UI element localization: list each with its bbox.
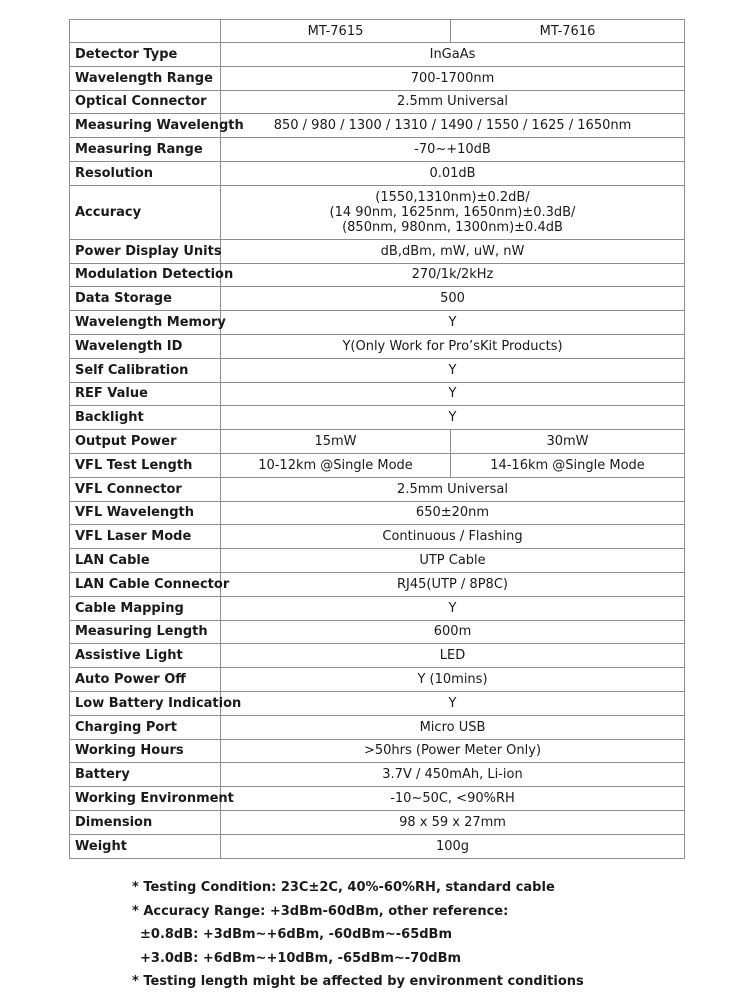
spec-label: Low Battery Indication	[70, 691, 221, 715]
spec-value: Y	[221, 596, 685, 620]
notes	[132, 876, 584, 994]
spec-label: Data Storage	[70, 287, 221, 311]
spec-row	[70, 810, 685, 834]
spec-label: VFL Laser Mode	[70, 525, 221, 549]
note-accuracy-range-high: +3.0dB: +6dBm~+10dBm, -65dBm~-70dBm	[140, 950, 462, 966]
spec-row	[70, 90, 685, 114]
spec-value: InGaAs	[221, 43, 685, 67]
spec-row	[70, 382, 685, 406]
spec-value-line: (14 90nm, 1625nm, 1650nm)±0.3dB/	[329, 204, 576, 220]
spec-value: -70~+10dB	[221, 138, 685, 162]
spec-row	[70, 691, 685, 715]
spec-label: VFL Wavelength	[70, 501, 221, 525]
spec-value: 100g	[221, 834, 685, 858]
spec-label: Assistive Light	[70, 644, 221, 668]
spec-value: Y(Only Work for Pro’sKit Products)	[221, 334, 685, 358]
spec-value-model-a: 15mW	[221, 430, 451, 454]
spec-value: -10~50C, <90%RH	[221, 787, 685, 811]
spec-value: Y	[221, 311, 685, 335]
note-testing-condition: * Testing Condition: 23C±2C, 40%-60%RH, standard cable	[132, 880, 555, 895]
spec-label: Working Environment	[70, 787, 221, 811]
spec-label: LAN Cable	[70, 549, 221, 573]
model-a-header: MT-7615	[221, 20, 451, 43]
spec-label: Weight	[70, 834, 221, 858]
spec-label: Resolution	[70, 161, 221, 185]
header-row	[70, 20, 685, 43]
spec-value: Y	[221, 382, 685, 406]
spec-value-model-b: 14-16km @Single Mode	[451, 453, 685, 477]
spec-row	[70, 406, 685, 430]
spec-row	[70, 287, 685, 311]
spec-row	[70, 596, 685, 620]
spec-value	[221, 185, 685, 239]
spec-value: 650±20nm	[221, 501, 685, 525]
model-b-header: MT-7616	[451, 20, 685, 43]
note-accuracy-range-low: ±0.8dB: +3dBm~+6dBm, -60dBm~-65dBm	[140, 927, 452, 942]
spec-label: Optical Connector	[70, 90, 221, 114]
spec-row	[70, 43, 685, 67]
spec-row	[70, 161, 685, 185]
spec-value: Y	[221, 358, 685, 382]
spec-label: Wavelength Range	[70, 66, 221, 90]
spec-row	[70, 763, 685, 787]
note-accuracy-range: * Accuracy Range: +3dBm-60dBm, other reference:	[132, 903, 509, 919]
spec-value: 500	[221, 287, 685, 311]
spec-label: Measuring Length	[70, 620, 221, 644]
spec-label: Power Display Units	[70, 239, 221, 263]
note-testing-length: * Testing length might be affected by environment conditions	[132, 974, 584, 989]
spec-value: >50hrs (Power Meter Only)	[221, 739, 685, 763]
spec-value: UTP Cable	[221, 549, 685, 573]
spec-value: RJ45(UTP / 8P8C)	[221, 572, 685, 596]
spec-row	[70, 430, 685, 454]
spec-row	[70, 138, 685, 162]
spec-label: REF Value	[70, 382, 221, 406]
spec-value-line: (1550,1310nm)±0.2dB/	[375, 189, 530, 205]
spec-row	[70, 358, 685, 382]
spec-row	[70, 311, 685, 335]
spec-label: Modulation Detection	[70, 263, 221, 287]
spec-row	[70, 185, 685, 239]
spec-row	[70, 739, 685, 763]
spec-label: Self Calibration	[70, 358, 221, 382]
spec-label: Accuracy	[70, 185, 221, 239]
spec-value: Y	[221, 406, 685, 430]
spec-label: Wavelength Memory	[70, 311, 221, 335]
spec-value: dB,dBm, mW, uW, nW	[221, 239, 685, 263]
spec-row	[70, 644, 685, 668]
spec-value-model-a: 10-12km @Single Mode	[221, 453, 451, 477]
spec-value: 98 x 59 x 27mm	[221, 810, 685, 834]
spec-row	[70, 834, 685, 858]
spec-row	[70, 572, 685, 596]
spec-label: Measuring Wavelength	[70, 114, 221, 138]
spec-label: Wavelength ID	[70, 334, 221, 358]
spec-row	[70, 787, 685, 811]
spec-value: Continuous / Flashing	[221, 525, 685, 549]
spec-value-model-b: 30mW	[451, 430, 685, 454]
spec-label: LAN Cable Connector	[70, 572, 221, 596]
spec-value: 700-1700nm	[221, 66, 685, 90]
spec-value: Micro USB	[221, 715, 685, 739]
spec-row	[70, 114, 685, 138]
spec-row	[70, 477, 685, 501]
spec-value: 850 / 980 / 1300 / 1310 / 1490 / 1550 / 1625 / 1650nm	[221, 114, 685, 138]
spec-label: Detector Type	[70, 43, 221, 67]
spec-label: VFL Test Length	[70, 453, 221, 477]
spec-value: 2.5mm Universal	[221, 90, 685, 114]
spec-value: 600m	[221, 620, 685, 644]
spec-label: Output Power	[70, 430, 221, 454]
spec-row	[70, 549, 685, 573]
spec-value: 270/1k/2kHz	[221, 263, 685, 287]
spec-label: Cable Mapping	[70, 596, 221, 620]
spec-row	[70, 334, 685, 358]
spec-label: Charging Port	[70, 715, 221, 739]
spec-row	[70, 66, 685, 90]
spec-table	[69, 19, 685, 859]
spec-row	[70, 620, 685, 644]
spec-value: 3.7V / 450mAh, Li-ion	[221, 763, 685, 787]
spec-label: Dimension	[70, 810, 221, 834]
spec-label: Battery	[70, 763, 221, 787]
spec-value-line: (850nm, 980nm, 1300nm)±0.4dB	[342, 219, 563, 235]
spec-row	[70, 453, 685, 477]
spec-label: Measuring Range	[70, 138, 221, 162]
spec-row	[70, 715, 685, 739]
spec-label: Working Hours	[70, 739, 221, 763]
spec-row	[70, 668, 685, 692]
spec-value: 2.5mm Universal	[221, 477, 685, 501]
spec-label: Backlight	[70, 406, 221, 430]
spec-value: Y	[221, 691, 685, 715]
spec-row	[70, 263, 685, 287]
spec-row	[70, 501, 685, 525]
spec-row	[70, 525, 685, 549]
spec-label: Auto Power Off	[70, 668, 221, 692]
spec-value: LED	[221, 644, 685, 668]
spec-label: VFL Connector	[70, 477, 221, 501]
spec-value: 0.01dB	[221, 161, 685, 185]
spec-value: Y (10mins)	[221, 668, 685, 692]
header-blank-cell	[70, 20, 221, 43]
spec-row	[70, 239, 685, 263]
